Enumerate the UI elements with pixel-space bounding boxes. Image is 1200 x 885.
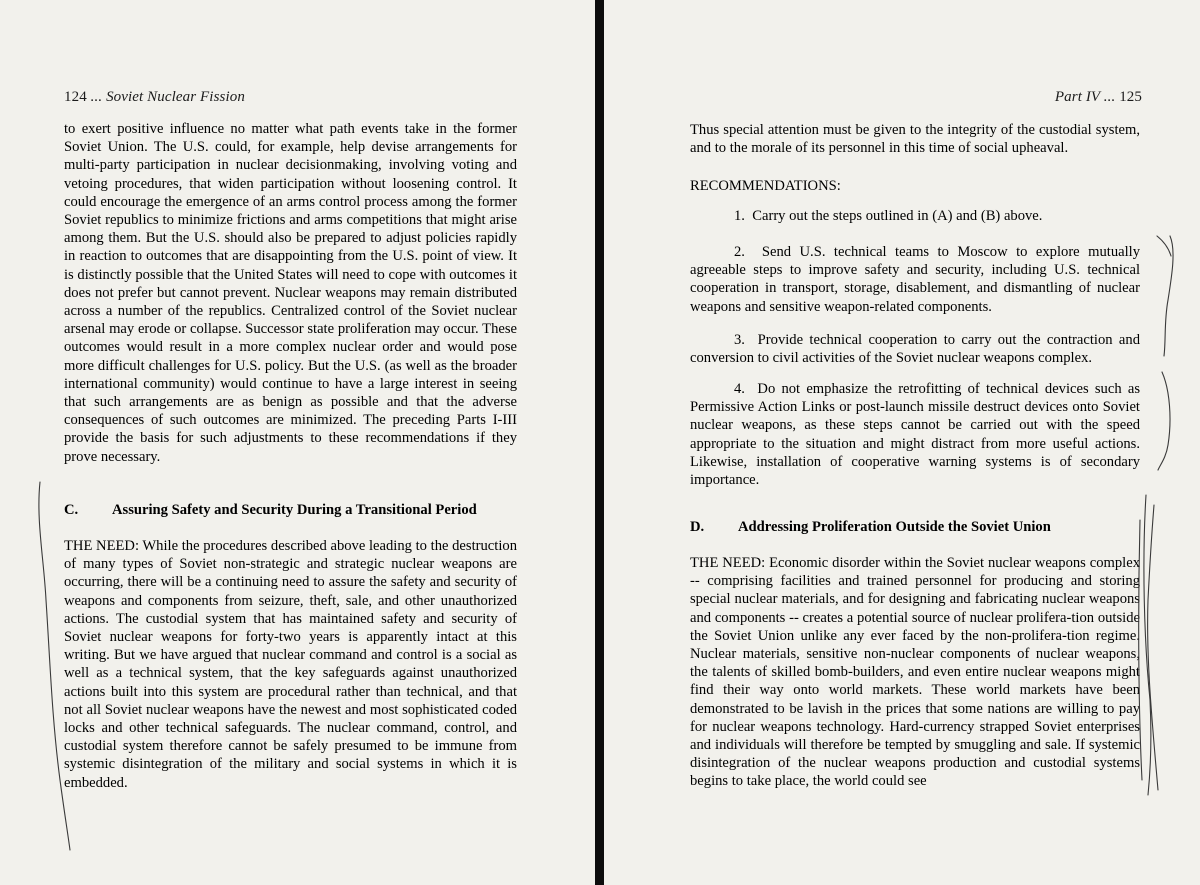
left-running-title: ... Soviet Nuclear Fission xyxy=(90,89,245,105)
right-page-header xyxy=(1055,89,1142,106)
left-page-number: 124 xyxy=(64,89,87,105)
continuation-paragraph: to exert positive influence no matter what path events take in the former Soviet Union. The U.S. could, for example, help devise arrangements for multi-party participation in nuclear decisionmaking, involving voting and vetoing procedures, that widen participation without loosening control. It could encourage the emergence of an arms control process among the former Soviet republics to minimize frictions and arms competitions that might arise among them. But the U.S. should also be prepared to adjust policies rapidly in reaction to outcomes that are disappointing from the U.S. point of view. It is distinctly possible that the United States will need to cope with outcomes it does not prefer but cannot prevent. Nuclear weapons may remain distributed across a number of the republics. Centralized control of the Soviet nuclear arsenal may erode or collapse. Successor state proliferation may occur. These outcomes would result in a more complex nuclear order and would pose more difficult challenges for U.S. policy. But the U.S. (as well as the broader international community) would continue to have a large interest in seeing that such arrangements are as benign as possible and that the adverse consequences of such outcomes are minimized. The preceding Parts I-III provide the basis for such adjustments to these recommendations if they prove necessary. xyxy=(64,121,517,465)
section-d-letter: D. xyxy=(690,519,705,535)
section-d-title: Addressing Proliferation Outside the Soviet Union xyxy=(738,519,1051,535)
recommendations-heading: RECOMMENDATIONS: xyxy=(690,178,841,194)
recommendation-text: Do not emphasize the retrofitting of technical devices such as Permissive Action Links or post-launch missile destruct devices onto Soviet nuclear weapons, as these steps cannot be carried out with the speed appropriate to the situation and might distract from more useful actions. Likewise, installation of cooperative warning systems is of secondary importance. xyxy=(690,381,1141,489)
right-running-title: Part IV ... xyxy=(1054,89,1116,105)
recommendation-number: 3. xyxy=(734,332,745,348)
section-c-letter: C. xyxy=(64,502,79,518)
recommendation-item xyxy=(690,207,1140,225)
intro-paragraph: Thus special attention must be given to the integrity of the custodial system, and to the morale of its personnel in this time of social upheaval. xyxy=(690,122,1140,157)
recommendation-number: 4. xyxy=(734,381,745,397)
right-page-number: 125 xyxy=(1119,89,1142,105)
recommendation-number: 2. xyxy=(734,244,745,260)
recommendation-number: 1. xyxy=(734,208,745,224)
recommendation-text: Send U.S. technical teams to Moscow to explore mutually agreeable steps to improve safety and security, including U.S. technical cooperation in transport, storage, disablement, and dismantling of nuclear weapons and sensitive weapon-related components. xyxy=(690,244,1140,315)
section-c-need-paragraph: THE NEED: While the procedures described above leading to the destruction of many types of Soviet non-strategic and strategic nuclear weapons are occurring, there will be a continuing need to assure the safety and security of weapons and components from seizure, theft, sale, and other unauthorized actions. The custodial system that has maintained safety and security of Soviet nuclear weapons for forty-two years is apparently intact at this writing. But we have argued that nuclear command and control is a social as well as a technical system, that the key safeguards against unauthorized actions built into this system are procedural rather than technical, and that not all Soviet nuclear weapons have the newest and most sophisticated coded locks and other technical safeguards. The nuclear command, control, and custodial system therefore cannot be safely presumed to be immune from systemic disintegration of the military and social systems in which it is embedded. xyxy=(64,538,517,791)
section-d-heading xyxy=(690,519,1051,536)
recommendation-item xyxy=(690,243,1140,316)
recommendation-text: Provide technical cooperation to carry out the contraction and conversion to civil activities of the Soviet nuclear weapons complex. xyxy=(690,332,1141,367)
section-d-need-paragraph: THE NEED: Economic disorder within the Soviet nuclear weapons complex -- comprising facilities and trained personnel for producing and storing special nuclear materials, and for designing and fabricating nuclear weapons and components -- creates a potential source of nuclear prolifera-tion outside the Soviet Union unlike any ever faced by the non-prolifera-tion regime. Nuclear materials, sensitive non-nuclear components of nuclear weapons, the talents of skilled bomb-builders, and even entire nuclear weapons might find their way onto world markets. These world markets have been demonstrated to be lavish in the prices that some nations are willing to pay for nuclear weapons technology. Hard-currency strapped Soviet enterprises and individuals will therefore be tempted by smuggling and sale. If systemic disintegration of the nuclear weapons production and custodial systems begins to take place, the world could see xyxy=(690,555,1140,790)
recommendation-item xyxy=(690,380,1140,489)
recommendation-item xyxy=(690,331,1140,367)
left-page-header xyxy=(64,89,245,106)
section-c-heading xyxy=(64,502,517,519)
book-gutter xyxy=(595,0,604,885)
recommendation-text: Carry out the steps outlined in (A) and (B) above. xyxy=(752,208,1043,224)
section-c-title: Assuring Safety and Security During a Transitional Period xyxy=(112,502,477,518)
